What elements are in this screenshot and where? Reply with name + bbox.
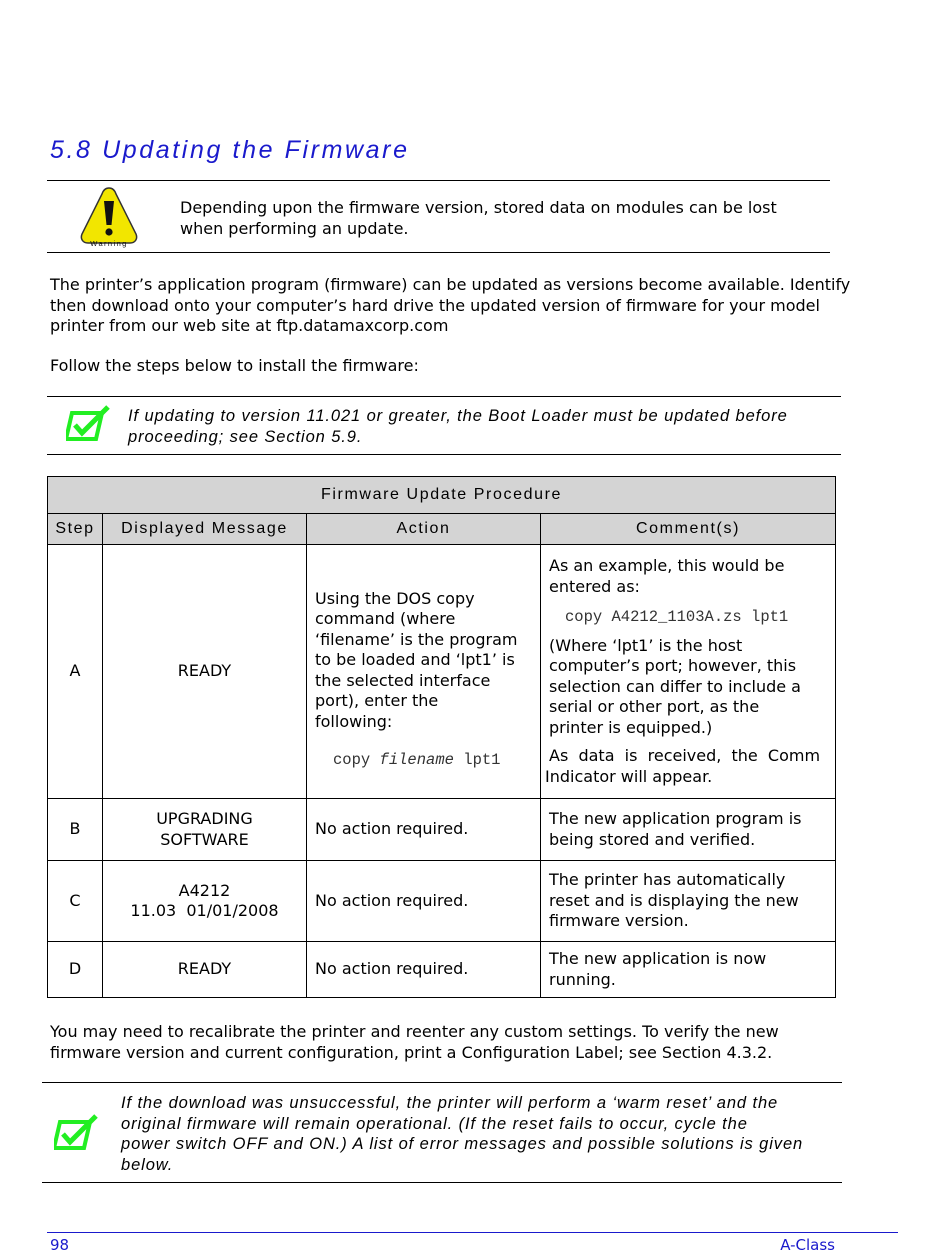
note2-line: power switch OFF and ON.) A list of error messages and possible solutions is given [121, 1135, 804, 1153]
warning-icon [78, 185, 140, 249]
comment-line: serial or other port, as the [549, 697, 760, 716]
message-cell [103, 861, 307, 942]
action-line: ‘filename’ is the program [315, 629, 518, 649]
message-line: 11.03 01/01/2008 [130, 901, 279, 920]
action-line: Using the DOS copy [315, 588, 475, 608]
message-cell: READY [103, 942, 307, 998]
warning-bottom-rule [47, 252, 830, 253]
table-row [48, 545, 836, 799]
note2-text [121, 1093, 803, 1175]
note2-line: If the download was unsuccessful, the printer will perform a ‘warm reset’ and the [121, 1094, 779, 1112]
note2-line: original firmware will remain operational. (If the reset fails to occur, cycle the [121, 1114, 748, 1133]
header-action: Action [307, 514, 541, 545]
message-cell: READY [103, 545, 307, 799]
message-cell [103, 799, 307, 861]
product-name: A-Class [780, 1236, 835, 1254]
comment-line: The printer has automatically [549, 870, 786, 890]
comment-cell [541, 942, 836, 998]
table-row [48, 861, 836, 942]
comment-line: reset and is displaying the new [549, 890, 799, 910]
comment-line: Indicator will appear. [545, 766, 713, 786]
comment-line: printer is equipped.) [549, 717, 713, 737]
code-command: copy [333, 751, 371, 769]
comment-line: (Where ‘lpt1’ is the host [549, 635, 743, 655]
follow-steps-text: Follow the steps below to install the firmware: [50, 356, 419, 375]
warning-icon-label: Warning [90, 239, 128, 248]
comment-cell [541, 545, 836, 799]
step-cell: D [48, 942, 103, 998]
after-line: firmware version and current configuration, print a Configuration Label; see Section 4.3.2. [50, 1042, 773, 1062]
table-title: Firmware Update Procedure [48, 477, 836, 514]
action-cell: No action required. [307, 861, 541, 942]
note1-line: proceeding; see Section 5.9. [128, 427, 363, 446]
action-line: to be loaded and ‘lpt1’ is [315, 650, 515, 669]
intro-line: then download onto your computer’s hard drive the updated version of firmware for your model [50, 295, 820, 315]
table-row [48, 942, 836, 998]
warning-text [180, 198, 777, 239]
firmware-procedure-table [47, 476, 836, 998]
comment-line: As data is received, the Comm [549, 746, 821, 765]
header-comments: Comment(s) [541, 514, 836, 545]
action-line: command (where [315, 609, 456, 628]
note1-top-rule [47, 396, 841, 397]
intro-line: The printer’s application program (firmware) can be updated as versions become available. Identify [50, 275, 851, 294]
code-port: lpt1 [463, 751, 501, 769]
table-row [48, 799, 836, 861]
comment-line: entered as: [549, 576, 640, 596]
recalibrate-paragraph [50, 1022, 779, 1063]
comment-line: As an example, this would be [549, 556, 785, 575]
step-cell: A [48, 545, 103, 799]
comment-line: The new application is now [549, 949, 767, 968]
page-number: 98 [50, 1236, 70, 1254]
comment-line: running. [549, 969, 616, 989]
note2-line: below. [121, 1155, 174, 1174]
step-cell: C [48, 861, 103, 942]
comment-line: computer’s port; however, this [549, 656, 797, 675]
message-line: A4212 [178, 880, 231, 900]
after-line: You may need to recalibrate the printer and reenter any custom settings. To verify the new [50, 1022, 779, 1041]
action-line: port), enter the [315, 691, 439, 710]
note1-line: If updating to version 11.021 or greater, the Boot Loader must be updated before [128, 407, 788, 425]
comment-line: selection can differ to include a [549, 676, 801, 696]
step-cell: B [48, 799, 103, 861]
checkmark-icon [66, 405, 112, 443]
action-cell [307, 545, 541, 799]
message-line: UPGRADING [156, 809, 253, 828]
message-line: SOFTWARE [160, 829, 249, 849]
comment-line: firmware version. [549, 911, 689, 931]
comment-line: The new application program is [549, 809, 802, 828]
note2-top-rule [42, 1082, 842, 1083]
note1-text [128, 406, 788, 447]
action-line: following: [315, 711, 393, 731]
section-heading: 5.8 Updating the Firmware [50, 136, 410, 164]
action-code [315, 750, 532, 771]
comment-cell [541, 861, 836, 942]
note2-bottom-rule [42, 1182, 842, 1183]
comment-cell [541, 799, 836, 861]
code-argument: filename [379, 751, 454, 769]
footer-rule [47, 1232, 898, 1233]
header-step: Step [48, 514, 103, 545]
warning-line: when performing an update. [180, 218, 409, 238]
comment-line: being stored and verified. [549, 829, 756, 849]
action-cell: No action required. [307, 799, 541, 861]
action-line: the selected interface [315, 670, 491, 690]
note1-bottom-rule [47, 454, 841, 455]
warning-top-rule [47, 180, 830, 181]
header-displayed-message: Displayed Message [103, 514, 307, 545]
checkmark-icon [54, 1114, 100, 1152]
intro-paragraph [50, 275, 850, 337]
action-cell: No action required. [307, 942, 541, 998]
intro-line: printer from our web site at ftp.datamaxcorp.com [50, 316, 449, 335]
comment-code: copy A4212_1103A.zs lpt1 [565, 608, 789, 626]
warning-line: Depending upon the firmware version, stored data on modules can be lost [180, 198, 777, 217]
